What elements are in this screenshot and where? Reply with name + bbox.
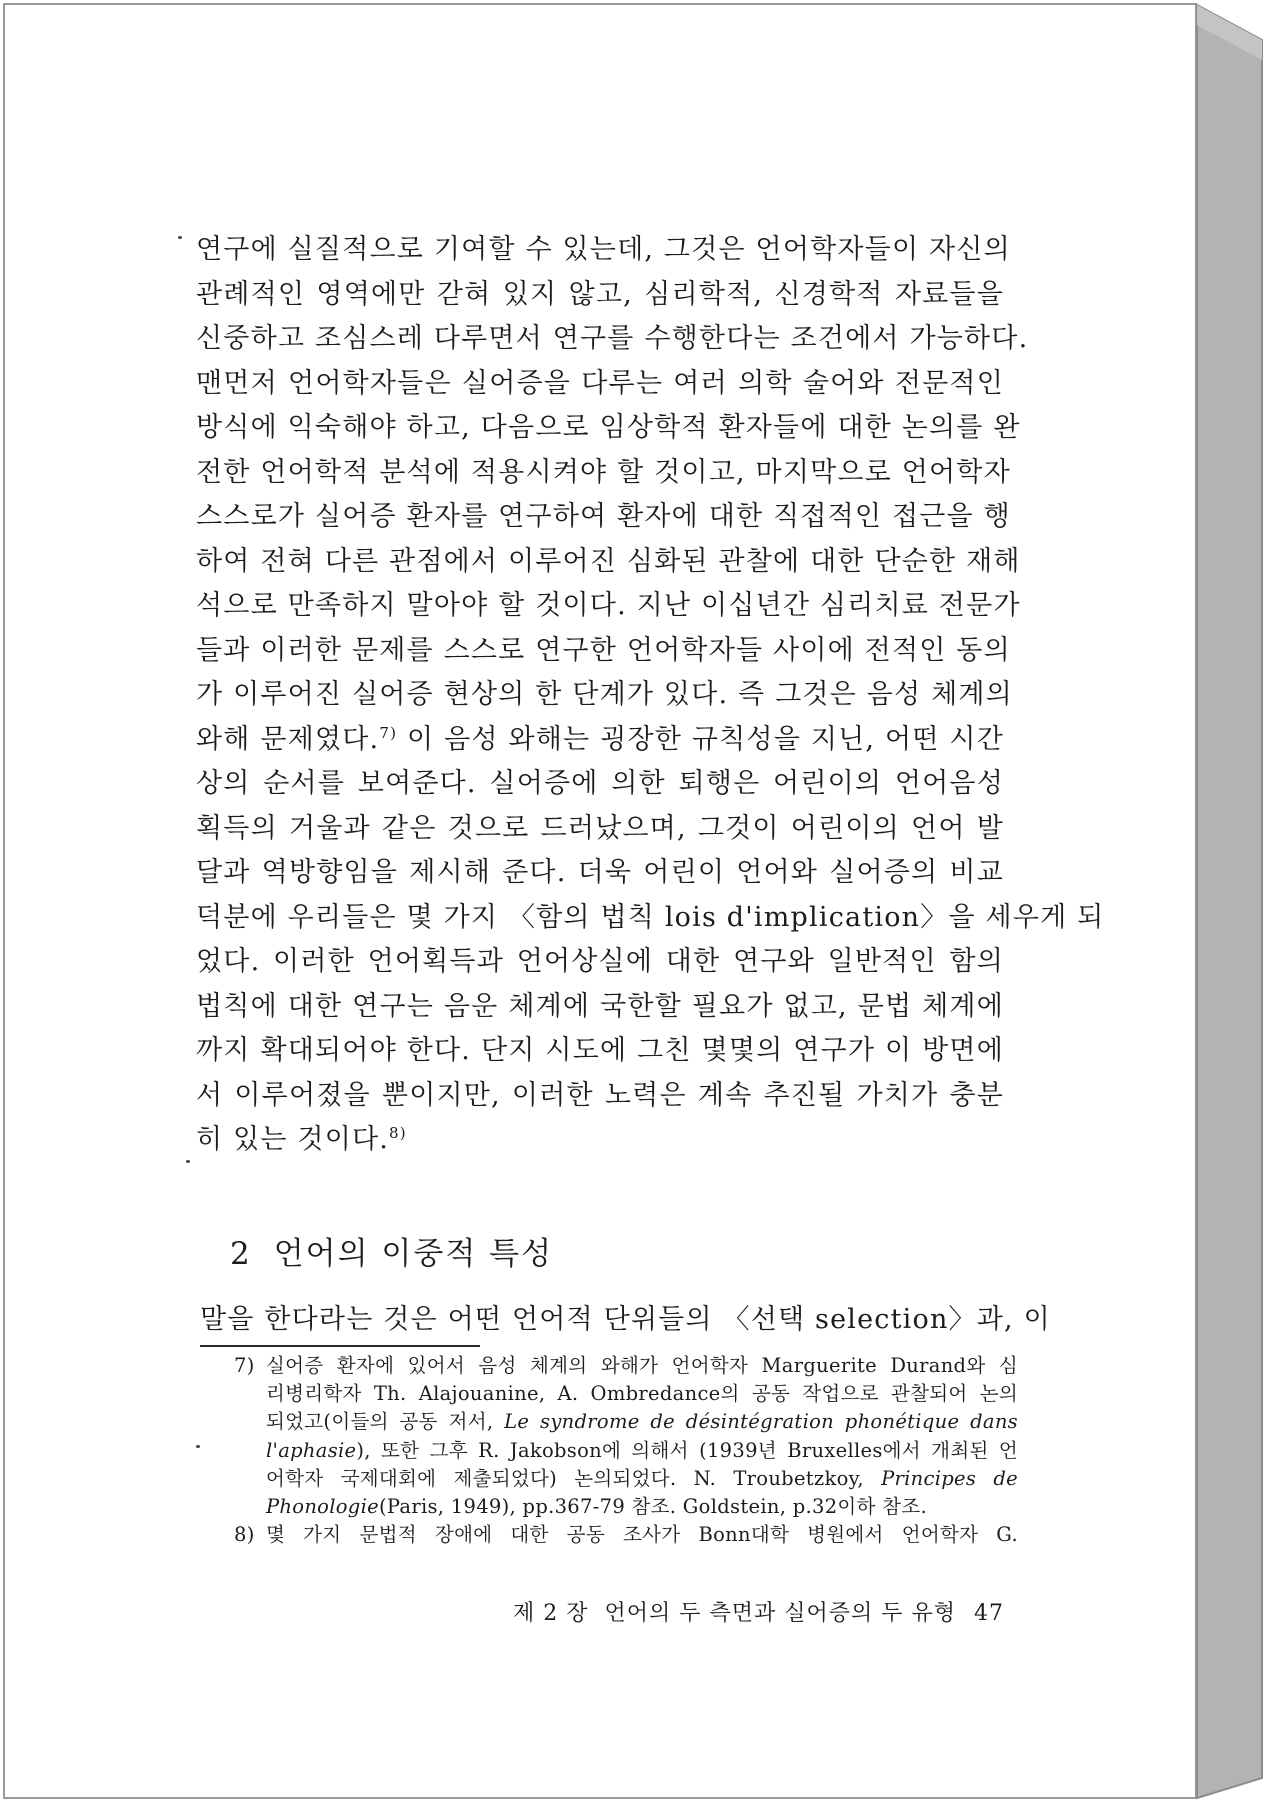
text-line: 방식에 익숙해야 하고, 다음으로 임상학적 환자들에 대한 논의를 완 xyxy=(196,412,1021,443)
text-line: 들과 이러한 문제를 스스로 연구한 언어학자들 사이에 전적인 동의 xyxy=(196,634,1011,666)
book-title-italic: Principes de xyxy=(881,1466,1018,1490)
footnote-marker: 8) xyxy=(234,1523,255,1547)
text-line-with-footnote xyxy=(196,718,1004,763)
text-line: 가 이루어진 실어증 현상의 한 단계가 있다. 즉 그것은 음성 체계의 xyxy=(196,679,1013,710)
chapter-title: 제 2 장 언어의 두 측면과 실어증의 두 유형 xyxy=(513,1601,956,1626)
text-line: 관례적인 영역에만 갇혀 있지 않고, 심리학적, 신경학적 자료들을 xyxy=(196,278,1004,310)
text-line: 맨먼저 언어학자들은 실어증을 다루는 여러 의학 술어와 전문적인 xyxy=(196,367,1004,399)
section-lead-line: 말을 한다라는 것은 어떤 언어적 단위들의 〈선택 selection〉과, 이 xyxy=(200,1304,1051,1335)
text-line: 석으로 만족하지 말아야 할 것이다. 지난 이십년간 심리치료 전문가 xyxy=(196,590,1021,621)
text-line: 획득의 거울과 같은 것으로 드러났으며, 그것이 어린이의 언어 발 xyxy=(196,812,1004,844)
section-heading xyxy=(230,1228,553,1273)
footnote-line xyxy=(266,1408,1018,1436)
text-segment: 히 있는 것이다. xyxy=(196,1124,390,1155)
book-title-italic: Le syndrome de désintégration phonétique dans xyxy=(504,1410,1018,1434)
footnote-line: 리병리학자 Th. Alajouanine, A. Ombredance의 공동 작업으로 관찰되어 논의 xyxy=(266,1382,1018,1406)
running-footer xyxy=(460,1596,1004,1627)
footnote-line xyxy=(266,1465,1018,1493)
scan-speck xyxy=(178,236,182,239)
footnotes xyxy=(228,1352,1018,1549)
footnote-line: 실어증 환자에 있어서 음성 체계의 와해가 언어학자 Marguerite Durand와 심 xyxy=(266,1354,1018,1377)
text-segment: 되었고(이들의 공동 저서, xyxy=(266,1410,505,1434)
text-line: 하여 전혀 다른 관점에서 이루어진 심화된 관찰에 대한 단순한 재해 xyxy=(196,545,1021,577)
book-title-italic: Phonologie xyxy=(266,1495,379,1519)
text-line-with-footnote xyxy=(196,1118,1004,1163)
text-line: 달과 역방향임을 제시해 준다. 더욱 어린이 언어와 실어증의 비교 xyxy=(196,857,1004,888)
footnote-divider xyxy=(200,1345,480,1347)
text-line: 신중하고 조심스레 다루면서 연구를 수행한다는 조건에서 가능하다. xyxy=(196,323,1029,354)
text-segment: 이 음성 와해는 굉장한 규칙성을 지닌, 어떤 시간 xyxy=(406,723,1004,755)
section-title: 언어의 이중적 특성 xyxy=(273,1236,554,1272)
footnote-line xyxy=(266,1493,1018,1521)
text-segment: ), 또한 그후 R. Jakobson에 의해서 (1939년 Bruxelles에서 개최된 언 xyxy=(356,1438,1018,1462)
text-line: 스스로가 실어증 환자를 연구하여 환자에 대한 직접적인 접근을 행 xyxy=(196,501,1011,532)
footnote-line xyxy=(266,1437,1018,1465)
section-number: 2 xyxy=(230,1236,252,1272)
text-line: 까지 확대되어야 한다. 단지 시도에 그친 몇몇의 연구가 이 방면에 xyxy=(196,1035,1004,1066)
text-line: 상의 순서를 보여준다. 실어증에 의한 퇴행은 어린이의 언어음성 xyxy=(196,768,1004,799)
footnote-marker: 7) xyxy=(234,1354,255,1377)
footnote-7 xyxy=(228,1352,1018,1521)
text-line: 법칙에 대한 연구는 음운 체계에 국한할 필요가 없고, 문법 체계에 xyxy=(196,990,1004,1022)
page-number: 47 xyxy=(974,1601,1004,1626)
footnote-8 xyxy=(228,1521,1018,1549)
footnote-line: 몇 가지 문법적 장애에 대한 공동 조사가 Bonn대학 병원에서 언어학자 G. xyxy=(266,1523,1018,1547)
text-line: 덕분에 우리들은 몇 가지 〈함의 법칙 lois d'implication〉을 세우게 되 xyxy=(196,901,1105,933)
text-segment: 어학자 국제대회에 제출되었다) 논의되었다. N. Troubetzkoy, xyxy=(266,1466,882,1490)
text-line: 연구에 실질적으로 기여할 수 있는데, 그것은 언어학자들이 자신의 xyxy=(196,234,1011,265)
scan-speck xyxy=(186,1160,190,1163)
scan-speck xyxy=(196,1445,200,1448)
body-paragraph xyxy=(196,228,1105,1163)
text-segment: (Paris, 1949), pp.367-79 참조. Goldstein, p.32이하 참조. xyxy=(378,1495,927,1519)
text-line: 었다. 이러한 언어획득과 언어상실에 대한 연구와 일반적인 함의 xyxy=(196,946,1004,977)
footnote-ref-7[interactable]: 7) xyxy=(379,723,398,742)
text-segment: 와해 문제였다. xyxy=(196,723,380,755)
text-line: 서 이루어졌을 뿐이지만, 이러한 노력은 계속 추진될 가치가 충분 xyxy=(196,1079,1004,1111)
book-title-italic: l'aphasie xyxy=(266,1438,357,1462)
text-line: 전한 언어학적 분석에 적용시켜야 할 것이고, 마지막으로 언어학자 xyxy=(196,456,1011,488)
footnote-ref-8[interactable]: 8) xyxy=(389,1124,407,1142)
main-text-block xyxy=(196,228,1105,1163)
